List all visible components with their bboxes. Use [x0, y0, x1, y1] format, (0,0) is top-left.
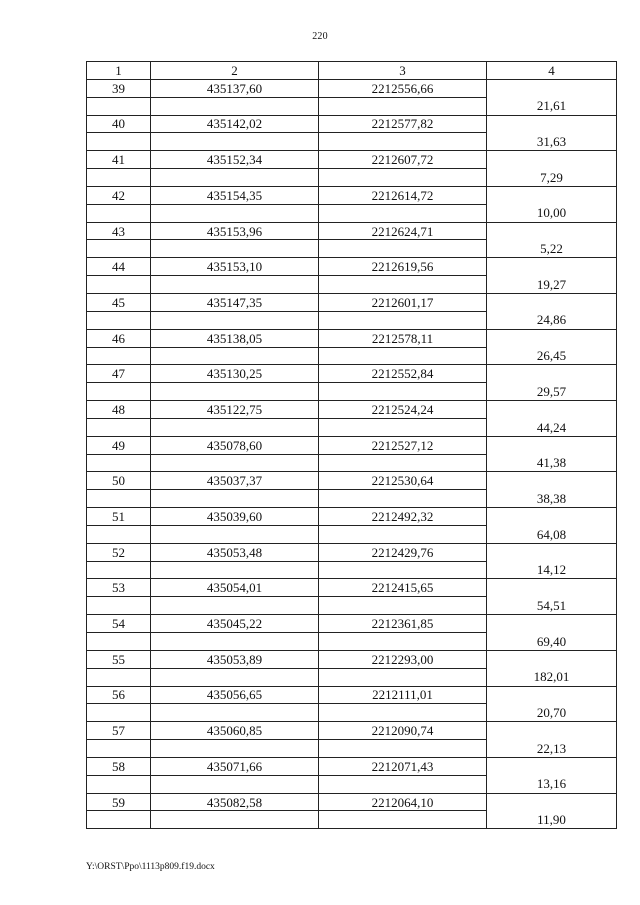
empty-cell	[87, 668, 151, 686]
empty-cell	[87, 276, 151, 294]
empty-cell	[319, 633, 487, 651]
distance-cell: 31,63	[487, 133, 617, 151]
point-number-cell: 58	[87, 757, 151, 775]
distance-cell-upper	[487, 151, 617, 169]
y-coordinate-cell: 2212552,84	[319, 365, 487, 383]
distance-cell-upper	[487, 579, 617, 597]
table-row	[87, 525, 617, 543]
empty-cell	[87, 240, 151, 258]
empty-cell	[319, 704, 487, 722]
x-coordinate-cell: 435152,34	[151, 151, 319, 169]
y-coordinate-cell: 2212293,00	[319, 650, 487, 668]
distance-cell: 5,22	[487, 240, 617, 258]
point-number-cell: 52	[87, 543, 151, 561]
empty-cell	[319, 311, 487, 329]
distance-cell: 41,38	[487, 454, 617, 472]
empty-cell	[319, 240, 487, 258]
empty-cell	[87, 204, 151, 222]
point-number-cell: 50	[87, 472, 151, 490]
table-row	[87, 740, 617, 758]
empty-cell	[319, 418, 487, 436]
distance-cell: 7,29	[487, 169, 617, 187]
coordinates-table	[86, 61, 617, 829]
column-header-2: 2	[151, 62, 319, 80]
empty-cell	[151, 525, 319, 543]
x-coordinate-cell: 435053,89	[151, 650, 319, 668]
point-number-cell: 40	[87, 115, 151, 133]
y-coordinate-cell: 2212614,72	[319, 186, 487, 204]
empty-cell	[319, 97, 487, 115]
x-coordinate-cell: 435037,37	[151, 472, 319, 490]
file-path-footer: Y:\ORST\Ppo\1113p809.f19.docx	[86, 862, 215, 872]
y-coordinate-cell: 2212090,74	[319, 722, 487, 740]
empty-cell	[87, 633, 151, 651]
x-coordinate-cell: 435147,35	[151, 293, 319, 311]
empty-cell	[151, 775, 319, 793]
empty-cell	[87, 525, 151, 543]
column-header-4: 4	[487, 62, 617, 80]
empty-cell	[151, 97, 319, 115]
table-row	[87, 311, 617, 329]
table-row	[87, 186, 617, 204]
distance-cell: 182,01	[487, 668, 617, 686]
x-coordinate-cell: 435153,96	[151, 222, 319, 240]
distance-cell: 54,51	[487, 597, 617, 615]
distance-cell: 10,00	[487, 204, 617, 222]
table-row	[87, 365, 617, 383]
table-row	[87, 204, 617, 222]
empty-cell	[151, 240, 319, 258]
table-row	[87, 490, 617, 508]
y-coordinate-cell: 2212578,11	[319, 329, 487, 347]
point-number-cell: 39	[87, 79, 151, 97]
empty-cell	[87, 597, 151, 615]
point-number-cell: 46	[87, 329, 151, 347]
y-coordinate-cell: 2212607,72	[319, 151, 487, 169]
distance-cell: 29,57	[487, 383, 617, 401]
x-coordinate-cell: 435054,01	[151, 579, 319, 597]
empty-cell	[87, 418, 151, 436]
table-row	[87, 169, 617, 187]
empty-cell	[87, 561, 151, 579]
x-coordinate-cell: 435153,10	[151, 258, 319, 276]
empty-cell	[87, 490, 151, 508]
table-row	[87, 240, 617, 258]
y-coordinate-cell: 2212071,43	[319, 757, 487, 775]
distance-cell-upper	[487, 722, 617, 740]
distance-cell-upper	[487, 650, 617, 668]
empty-cell	[87, 169, 151, 187]
x-coordinate-cell: 435142,02	[151, 115, 319, 133]
point-number-cell: 41	[87, 151, 151, 169]
empty-cell	[87, 133, 151, 151]
distance-cell-upper	[487, 222, 617, 240]
x-coordinate-cell: 435137,60	[151, 79, 319, 97]
distance-cell-upper	[487, 79, 617, 97]
empty-cell	[151, 204, 319, 222]
empty-cell	[319, 204, 487, 222]
distance-cell: 38,38	[487, 490, 617, 508]
distance-cell-upper	[487, 793, 617, 811]
empty-cell	[319, 811, 487, 829]
table-row	[87, 757, 617, 775]
empty-cell	[151, 311, 319, 329]
distance-cell-upper	[487, 186, 617, 204]
table-row	[87, 97, 617, 115]
empty-cell	[319, 740, 487, 758]
x-coordinate-cell: 435122,75	[151, 401, 319, 419]
empty-cell	[87, 704, 151, 722]
distance-cell-upper	[487, 401, 617, 419]
x-coordinate-cell: 435053,48	[151, 543, 319, 561]
empty-cell	[87, 740, 151, 758]
table-row	[87, 668, 617, 686]
empty-cell	[151, 418, 319, 436]
y-coordinate-cell: 2212415,65	[319, 579, 487, 597]
empty-cell	[319, 490, 487, 508]
y-coordinate-cell: 2212601,17	[319, 293, 487, 311]
table-row	[87, 686, 617, 704]
distance-cell: 64,08	[487, 525, 617, 543]
y-coordinate-cell: 2212530,64	[319, 472, 487, 490]
table-row	[87, 561, 617, 579]
distance-cell: 24,86	[487, 311, 617, 329]
page-number: 220	[312, 31, 328, 42]
distance-cell: 13,16	[487, 775, 617, 793]
x-coordinate-cell: 435138,05	[151, 329, 319, 347]
distance-cell: 20,70	[487, 704, 617, 722]
distance-cell-upper	[487, 757, 617, 775]
column-header-1: 1	[87, 62, 151, 80]
y-coordinate-cell: 2212556,66	[319, 79, 487, 97]
empty-cell	[151, 597, 319, 615]
distance-cell: 69,40	[487, 633, 617, 651]
empty-cell	[151, 169, 319, 187]
distance-cell-upper	[487, 543, 617, 561]
empty-cell	[319, 454, 487, 472]
point-number-cell: 47	[87, 365, 151, 383]
distance-cell: 19,27	[487, 276, 617, 294]
table-row	[87, 650, 617, 668]
point-number-cell: 53	[87, 579, 151, 597]
table-body	[87, 79, 617, 828]
table-row	[87, 579, 617, 597]
empty-cell	[151, 454, 319, 472]
empty-cell	[319, 169, 487, 187]
table-row	[87, 615, 617, 633]
table-row	[87, 793, 617, 811]
empty-cell	[151, 704, 319, 722]
table-row	[87, 222, 617, 240]
point-number-cell: 57	[87, 722, 151, 740]
y-coordinate-cell: 2212524,24	[319, 401, 487, 419]
table-row	[87, 329, 617, 347]
x-coordinate-cell: 435130,25	[151, 365, 319, 383]
table-row	[87, 454, 617, 472]
table-row	[87, 633, 617, 651]
distance-cell-upper	[487, 293, 617, 311]
distance-cell-upper	[487, 686, 617, 704]
empty-cell	[87, 383, 151, 401]
table-header-row	[87, 62, 617, 80]
empty-cell	[87, 347, 151, 365]
empty-cell	[319, 775, 487, 793]
table-row	[87, 347, 617, 365]
point-number-cell: 54	[87, 615, 151, 633]
empty-cell	[151, 276, 319, 294]
empty-cell	[319, 347, 487, 365]
y-coordinate-cell: 2212429,76	[319, 543, 487, 561]
table-row	[87, 543, 617, 561]
distance-cell: 26,45	[487, 347, 617, 365]
table-row	[87, 704, 617, 722]
table-row	[87, 775, 617, 793]
x-coordinate-cell: 435056,65	[151, 686, 319, 704]
point-number-cell: 59	[87, 793, 151, 811]
empty-cell	[151, 668, 319, 686]
table-row	[87, 811, 617, 829]
distance-cell-upper	[487, 258, 617, 276]
table-row	[87, 115, 617, 133]
x-coordinate-cell: 435071,66	[151, 757, 319, 775]
y-coordinate-cell: 2212577,82	[319, 115, 487, 133]
table-row	[87, 418, 617, 436]
point-number-cell: 43	[87, 222, 151, 240]
empty-cell	[151, 740, 319, 758]
y-coordinate-cell: 2212361,85	[319, 615, 487, 633]
empty-cell	[319, 561, 487, 579]
y-coordinate-cell: 2212492,32	[319, 508, 487, 526]
empty-cell	[151, 490, 319, 508]
empty-cell	[151, 347, 319, 365]
table-row	[87, 258, 617, 276]
empty-cell	[151, 133, 319, 151]
empty-cell	[87, 811, 151, 829]
column-header-3: 3	[319, 62, 487, 80]
table-row	[87, 508, 617, 526]
distance-cell-upper	[487, 436, 617, 454]
x-coordinate-cell: 435060,85	[151, 722, 319, 740]
table-row	[87, 293, 617, 311]
empty-cell	[151, 561, 319, 579]
empty-cell	[151, 633, 319, 651]
distance-cell-upper	[487, 508, 617, 526]
y-coordinate-cell: 2212064,10	[319, 793, 487, 811]
empty-cell	[319, 597, 487, 615]
y-coordinate-cell: 2212111,01	[319, 686, 487, 704]
empty-cell	[151, 811, 319, 829]
table-row	[87, 79, 617, 97]
table-row	[87, 436, 617, 454]
empty-cell	[319, 133, 487, 151]
x-coordinate-cell: 435045,22	[151, 615, 319, 633]
empty-cell	[319, 668, 487, 686]
point-number-cell: 56	[87, 686, 151, 704]
y-coordinate-cell: 2212527,12	[319, 436, 487, 454]
distance-cell: 22,13	[487, 740, 617, 758]
empty-cell	[87, 775, 151, 793]
point-number-cell: 44	[87, 258, 151, 276]
y-coordinate-cell: 2212624,71	[319, 222, 487, 240]
empty-cell	[87, 97, 151, 115]
y-coordinate-cell: 2212619,56	[319, 258, 487, 276]
point-number-cell: 42	[87, 186, 151, 204]
distance-cell: 44,24	[487, 418, 617, 436]
table-row	[87, 133, 617, 151]
empty-cell	[87, 454, 151, 472]
point-number-cell: 48	[87, 401, 151, 419]
empty-cell	[319, 525, 487, 543]
distance-cell-upper	[487, 115, 617, 133]
empty-cell	[151, 383, 319, 401]
x-coordinate-cell: 435078,60	[151, 436, 319, 454]
distance-cell-upper	[487, 329, 617, 347]
x-coordinate-cell: 435154,35	[151, 186, 319, 204]
distance-cell: 14,12	[487, 561, 617, 579]
table-row	[87, 472, 617, 490]
distance-cell-upper	[487, 615, 617, 633]
point-number-cell: 51	[87, 508, 151, 526]
point-number-cell: 55	[87, 650, 151, 668]
distance-cell-upper	[487, 365, 617, 383]
x-coordinate-cell: 435039,60	[151, 508, 319, 526]
table-row	[87, 151, 617, 169]
distance-cell: 21,61	[487, 97, 617, 115]
empty-cell	[87, 311, 151, 329]
table-row	[87, 401, 617, 419]
point-number-cell: 45	[87, 293, 151, 311]
empty-cell	[319, 276, 487, 294]
table-row	[87, 597, 617, 615]
table-row	[87, 383, 617, 401]
point-number-cell: 49	[87, 436, 151, 454]
empty-cell	[319, 383, 487, 401]
distance-cell-upper	[487, 472, 617, 490]
table-row	[87, 722, 617, 740]
distance-cell: 11,90	[487, 811, 617, 829]
x-coordinate-cell: 435082,58	[151, 793, 319, 811]
table-row	[87, 276, 617, 294]
